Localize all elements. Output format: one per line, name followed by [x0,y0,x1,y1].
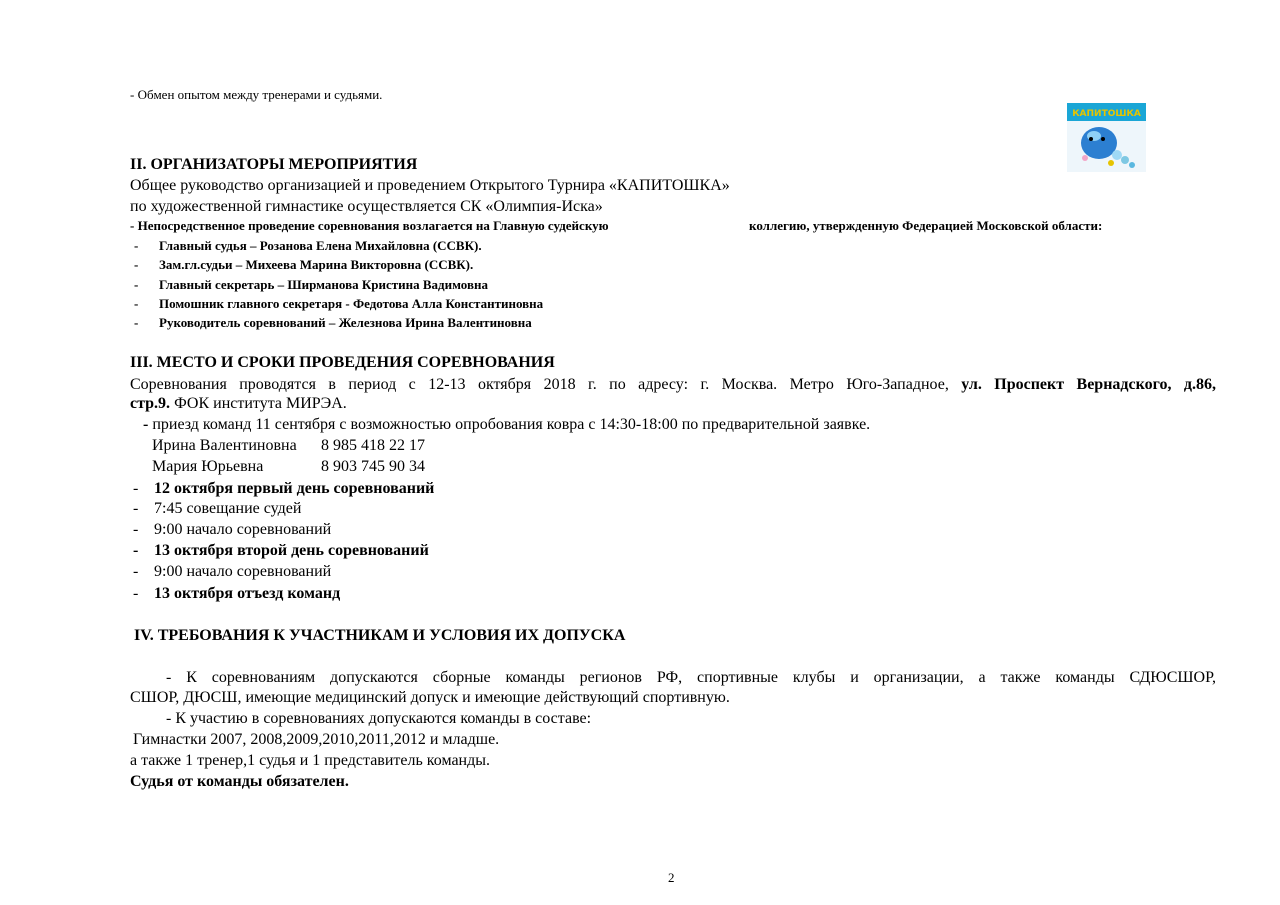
schedule-item: 9:00 начало соревнований [154,563,332,580]
staff-dash: - [134,296,139,311]
venue-name: ФОК института МИРЭА. [174,395,347,412]
schedule-item: 12 октября первый день соревнований [154,480,435,497]
venue-text: Соревнования проводятся в период с 12-13 октября 2018 г. по адресу: г. Москва. Метро Юго-Западное, [130,376,949,393]
arrival-line [143,416,870,434]
page-number: 2 [668,870,675,885]
section4-para1-line2: СШОР, ДЮСШ, имеющие медицинский допуск и имеющие действующий спортивную. [130,689,730,706]
staff-line: а также 1 тренер,1 судья и 1 представитель команды. [130,752,491,769]
arrival-text: приезд команд 11 сентября с возможностью опробования ковра с 14:30-18:00 по предварительной заявке. [152,416,871,433]
gymnasts-line: Гимнастки 2007, 2008,2009,2010,2011,2012 и младше. [133,731,500,748]
intro-line: - Обмен опытом между тренерами и судьями. [130,87,383,102]
section2-line3b: коллегию, утвержденную Федерацией Московской области: [749,218,1103,233]
section3-paragraph-line1 [130,374,1216,395]
section4-para2: - К участию в соревнованиях допускаются команды в составе: [166,710,592,727]
contact-name: Мария Юрьевна [152,458,264,475]
schedule-item: 7:45 совещание судей [154,500,302,517]
staff-dash: - [134,315,139,330]
section4-paragraph1 [130,667,1216,688]
schedule-dash: - [133,500,139,517]
section2-line1: Общее руководство организацией и проведением Открытого Турнира «КАПИТОШКА» [130,177,730,194]
staff-item: Помошник главного секретаря - Федотова Алла Константиновна [159,296,544,311]
venue-address: ул. Проспект Вернадского, д.86, [961,376,1216,393]
schedule-dash: - [133,521,139,538]
judge-required: Судья от команды обязателен. [130,773,349,790]
schedule-item: 9:00 начало соревнований [154,521,332,538]
section2-title: II. ОРГАНИЗАТОРЫ МЕРОПРИЯТИЯ [130,156,418,173]
venue-building: стр.9. [130,395,171,412]
staff-dash: - [134,257,139,272]
section2-line3a: - Непосредственное проведение соревнования возлагается на Главную судейскую [130,218,609,233]
staff-item: Главный секретарь – Ширманова Кристина Вадимовна [159,277,488,292]
schedule-dash: - [133,480,139,497]
schedule-dash: - [133,563,139,580]
schedule-item: 13 октября отъезд команд [154,585,341,602]
schedule-dash: - [133,585,139,602]
arrival-dash: - [143,416,149,433]
section3-paragraph-line2 [130,395,347,413]
staff-item: Зам.гл.судьи – Михеева Марина Викторовна (ССВК). [159,257,474,272]
contact-phone: 8 903 745 90 34 [321,458,425,475]
section2-line2: по художественной гимнастике осуществляется СК «Олимпия-Иска» [130,198,603,215]
schedule-item: 13 октября второй день соревнований [154,542,429,559]
logo-text: КАПИТОШКА [1072,109,1141,119]
section4-para1-line1: - К соревнованиям допускаются сборные команды регионов РФ, спортивные клубы и организации, а также команды СДЮСШОР, [166,669,1216,686]
section3-title: III. МЕСТО И СРОКИ ПРОВЕДЕНИЯ СОРЕВНОВАНИЯ [130,354,555,371]
schedule-dash: - [133,542,139,559]
staff-item: Главный судья – Розанова Елена Михайловна (ССВК). [159,238,482,253]
staff-dash: - [134,238,139,253]
staff-dash: - [134,277,139,292]
contact-phone: 8 985 418 22 17 [321,437,425,454]
section4-title: IV. ТРЕБОВАНИЯ К УЧАСТНИКАМ И УСЛОВИЯ ИХ ДОПУСКА [134,627,626,644]
contact-name: Ирина Валентиновна [152,437,297,454]
staff-item: Руководитель соревнований – Железнова Ирина Валентиновна [159,315,532,330]
kapitoshka-logo [1067,103,1146,172]
